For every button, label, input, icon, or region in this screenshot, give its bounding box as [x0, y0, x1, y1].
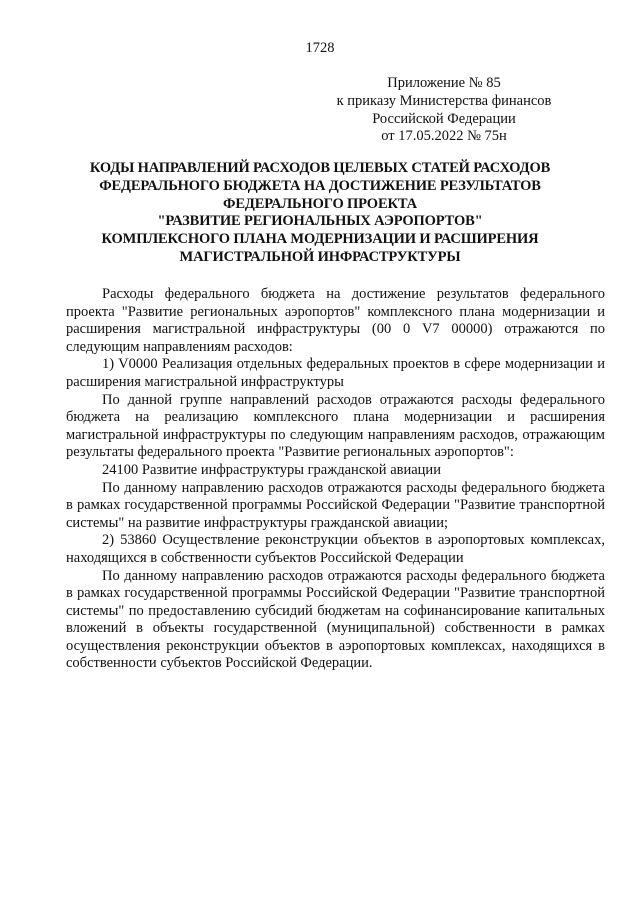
body-paragraph-item-1: 1) V0000 Реализация отдельных федеральных проектов в сфере модернизации и расширения магистральной инфраструктуры: [66, 356, 605, 390]
title-line: "РАЗВИТИЕ РЕГИОНАЛЬНЫХ АЭРОПОРТОВ": [157, 213, 483, 230]
appendix-authority: Российской Федерации: [372, 110, 516, 127]
document-body: [66, 286, 605, 673]
title-line: ФЕДЕРАЛЬНОГО БЮДЖЕТА НА ДОСТИЖЕНИЕ РЕЗУЛЬТАТОВ: [99, 177, 541, 194]
appendix-order-ref: к приказу Министерства финансов: [336, 92, 552, 109]
title-line: МАГИСТРАЛЬНОЙ ИНФРАСТРУКТУРЫ: [179, 248, 461, 265]
title-line: КОДЫ НАПРАВЛЕНИЙ РАСХОДОВ ЦЕЛЕВЫХ СТАТЕЙ РАСХОДОВ: [89, 160, 551, 176]
appendix-number: Приложение № 85: [387, 75, 501, 91]
title-line: КОМПЛЕКСНОГО ПЛАНА МОДЕРНИЗАЦИИ И РАСШИРЕНИЯ: [101, 231, 539, 248]
appendix-date: от 17.05.2022 № 75н: [381, 128, 507, 145]
body-paragraph-intro: Расходы федерального бюджета на достижение результатов федерального проекта "Развитие региональных аэропортов" комплексного плана модернизации и расширения магистральной инфраструктуры (00 0 V7 00000) отражаются по следующим направлениям расходов:: [66, 286, 605, 355]
document-title: [70, 160, 570, 267]
title-line: ФЕДЕРАЛЬНОГО ПРОЕКТА: [223, 195, 417, 212]
appendix-header: [314, 75, 574, 146]
body-paragraph-code-24100: 24100 Развитие инфраструктуры гражданской авиации: [102, 461, 441, 478]
body-paragraph: По данному направлению расходов отражаются расходы федерального бюджета в рамках государственной программы Российской Федерации "Развитие транспортной системы" по предоставлению субсидий бюджетам на софинансирование капитальных вложений в объекты государственной (муниципальной) собственности в рамках осуществления реконструкции объектов в аэропортовых комплексах, находящихся в собственности субъектов Российской Федерации.: [66, 567, 605, 672]
body-paragraph-item-2: 2) 53860 Осуществление реконструкции объектов в аэропортовых комплексах, находящихся в собственности субъектов Российской Федерации: [66, 532, 605, 566]
body-paragraph: По данному направлению расходов отражаются расходы федерального бюджета в рамках государственной программы Российской Федерации "Развитие транспортной системы" на развитие инфраструктуры гражданской авиации;: [66, 479, 605, 531]
page-number: 1728: [305, 40, 335, 56]
body-paragraph: По данной группе направлений расходов отражаются расходы федерального бюджета на реализацию комплексного плана модернизации и расширения магистральной инфраструктуры по следующим направлениям расходов, отражающим результаты федерального проекта "Развитие региональных аэропортов":: [66, 391, 605, 461]
